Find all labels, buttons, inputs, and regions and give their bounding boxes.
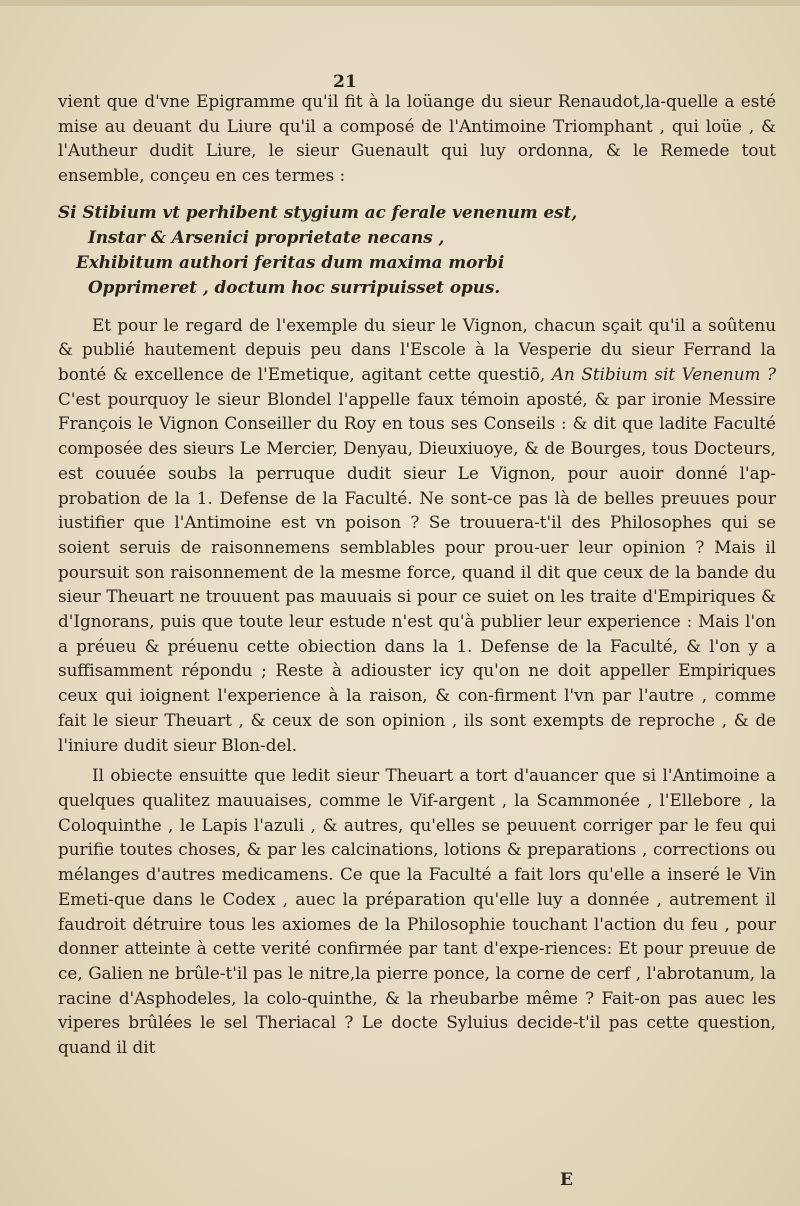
verse-line-1: Si Stibium vt perhibent stygium ac ferale venenum est, bbox=[58, 201, 578, 222]
body-text bbox=[58, 89, 776, 1060]
paragraph-3: Il obiecte ensuitte que ledit sieur Theuart a tort d'auancer que si l'Antimoine a quelques qualitez mauuaises, comme le Vif-argent , la Scammonée , l'Ellebore , la Coloquinthe , le Lapis l'azuli , & autres, qu'elles se peuuent corriger par le feu qui purifie toutes choses, & par les calcinations, lotions & preparations , corrections ou mélanges d'autres medicamens. Ce que la Faculté a fait lors qu'elle a inseré le Vin Emeti-que dans le Codex , auec la préparation qu'elle luy a donnée , autrement il faudroit détruire tous les axiomes de la Philosophie touchant l'action du feu , pour donner atteinte à cette verité confirmée par tant d'expe-riences: Et pour preuue de ce, Galien ne brûle-t'il pas le nitre,la pierre ponce, la corne de cerf , l'abrotanum, la racine d'Asphodeles, la colo-quinthe, & la rheubarbe même ? Fait-on pas auec les viperes brûlées le sel Theriacal ? Le docte Syluius decide-t'il pas cette question, quand il dit bbox=[58, 765, 776, 1058]
paragraph-2 bbox=[58, 313, 776, 758]
latin-epigram bbox=[58, 200, 776, 301]
paragraph-2-rest: C'est pourquoy le sieur Blondel l'appelle faux témoin aposté, & par ironie Messire François le Vignon Conseiller du Roy en tous ses Conseils : & dit que ladite Faculté composée des sieurs Le Mercier, Denyau, Dieuxiuoye, & de Bourges, tous Docteurs, est couuée soubs la perruque dudit sieur Le Vignon, pour auoir donné l'ap-probation de la 1. Defense de la Faculté. Ne sont-ce pas là de belles preuues pour iustifier que l'Antimoine est vn poison ? Se trouuera-t'il des Philosophes qui se soient seruis de raisonnemens semblables pour prou-uer leur opinion ? Mais il poursuit son raisonnement de la mesme force, quand il dit que ceux de la bande du sieur Theuart ne trouuent pas mauuais si pour ce suiet on les traite d'Empiriques & d'Ignorans, puis que toute leur estude n'est qu'à publier leur experience : Mais l'on a préueu & préuenu cette obiection dans la 1. Defense de la Faculté, & l'on y a suffisamment répondu ; Reste à adiouster icy qu'on ne doit appeller Empiriques ceux qui ioignent l'experience à la raison, & con-firment l'vn par l'autre , comme fait le sieur Theuart , & ceux de son opinion , ils sont exempts de reproche , & de l'iniure dudit sieur Blon-del. bbox=[58, 388, 776, 755]
paragraph-2-question: An Stibium sit Venenum ? bbox=[551, 364, 776, 385]
signature-mark: E bbox=[560, 1170, 573, 1190]
page-top-edge bbox=[0, 0, 800, 6]
page-number: 21 bbox=[333, 72, 357, 92]
verse-line-3: Exhibitum authori feritas dum maxima morbi bbox=[76, 252, 505, 273]
paragraph-2-start: Et pour le regard de l'exemple du sieur le Vignon, chacun sçait qu'il a soûtenu & publié hautement depuis peu dans l'Escole à la Vesperie du sieur Ferrand la bonté & excellence de l'Emetique, agitant cette questiō, bbox=[58, 314, 776, 385]
paragraph-1: vient que d'vne Epigramme qu'il fit à la loüange du sieur Renaudot,la-quelle a esté mise au deuant du Liure qu'il a composé de l'Antimoine Triomphant , qui loüe , & l'Autheur dudit Liure, le sieur Guenault qui luy ordonna, & le Remede tout ensemble, conçeu en ces termes : bbox=[58, 91, 776, 186]
verse-line-2: Instar & Arsenici proprietate necans , bbox=[88, 227, 445, 248]
verse-line-4: Opprimeret , doctum hoc surripuisset opus. bbox=[88, 277, 501, 298]
